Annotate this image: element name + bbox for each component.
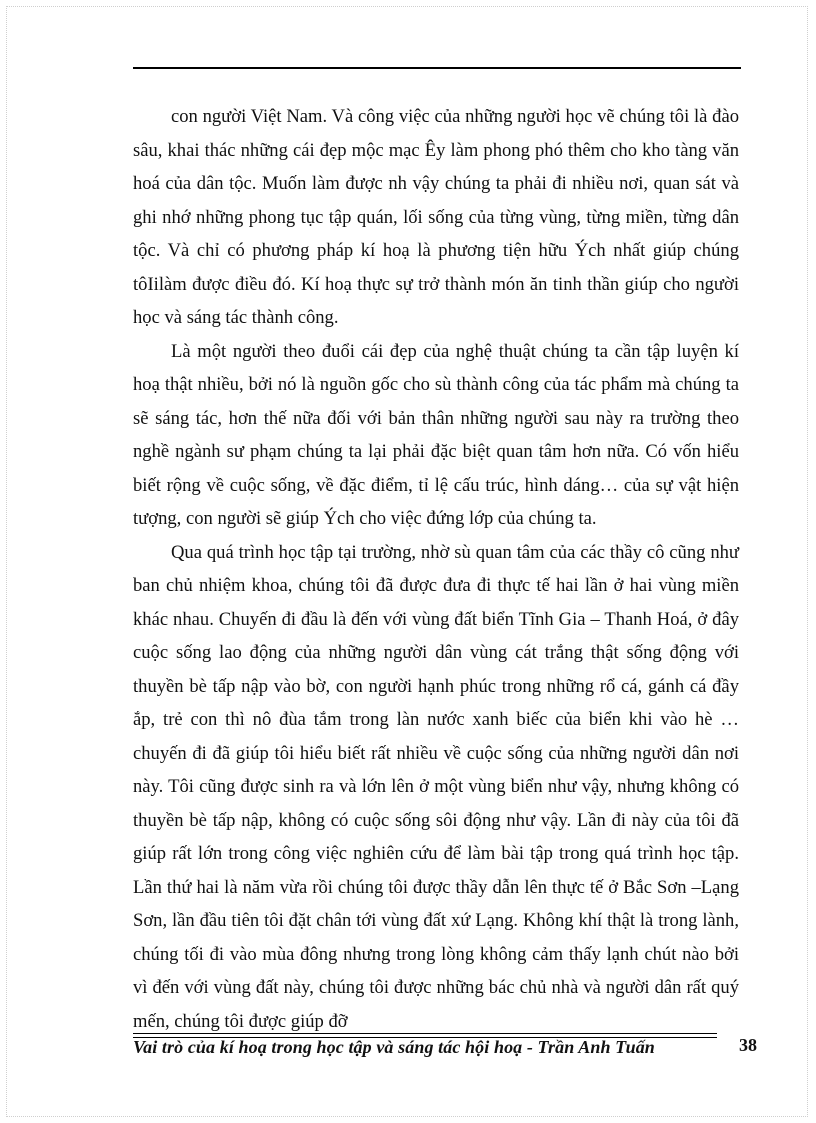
header-rule bbox=[133, 67, 741, 69]
paragraph-3: Qua quá trình học tập tại trường, nhờ sù quan tâm của các thầy cô cũng như ban chủ nhiệm khoa, chúng tôi đã được đưa đi thực tế hai lần ở hai vùng miền khác nhau. Chuyến đi đầu là đến với vùng đất biển Tĩnh Gia – Thanh Hoá, ở đây cuộc sống lao động của những người dân vùng cát trắng thật sống động với thuyền bè tấp nập vào bờ, con người hạnh phúc trong những rổ cá, gánh cá đầy ắp, trẻ con thì nô đùa tắm trong làn nước xanh biếc của biển khi vào hè … chuyến đi đã giúp tôi hiểu biết rất nhiều về cuộc sống của những người dân nơi này. Tôi cũng được sinh ra và lớn lên ở một vùng biển như vậy, nhưng không có thuyền bè tấp nập, không có cuộc sống sôi động như vậy. Lần đi này của tôi đã giúp rất lớn trong công việc nghiên cứu để làm bài tập trong quá trình học tập. Lần thứ hai là năm vừa rồi chúng tôi được thầy dẫn lên thực tế ở Bắc Sơn –Lạng Sơn, lần đầu tiên tôi đặt chân tới vùng đất xứ Lạng. Không khí thật là trong lành, chúng tối đi vào mùa đông nhưng trong lòng không cảm thấy lạnh chút nào bởi vì đến với vùng đất này, chúng tôi được những bác chủ nhà và người dân rất quý mến, chúng tôi được giúp đỡ bbox=[133, 541, 739, 1032]
paragraph-1: con người Việt Nam. Và công việc của những người học vẽ chúng tôi là đào sâu, khai thác những cái đẹp mộc mạc Êy làm phong phó thêm cho kho tàng văn hoá của dân tộc. Muốn làm được nh vậy chúng ta phải đi nhiều nơi, quan sát và ghi nhớ những phong tục tập quán, lối sống của từng vùng, từng miền, từng dân tộc. Và chỉ có phương pháp kí hoạ là phương tiện hữu Ých nhất giúp chúng tôIilàm được điều đó. Kí hoạ thực sự trở thành món ăn tinh thần giúp cho người học và sáng tác thành công. bbox=[133, 106, 739, 328]
page-number: 38 bbox=[739, 1035, 757, 1055]
document-body bbox=[133, 100, 739, 1038]
paragraph-2: Là một người theo đuổi cái đẹp của nghệ thuật chúng ta cần tập luyện kí hoạ thật nhiều, bởi nó là nguồn gốc cho sù thành công của tác phẩm mà chúng ta sẽ sáng tác, hơn thế nữa đối với bản thân những người sau này ra trường theo nghề ngành sư phạm chúng ta lại phải đặc biệt quan tâm hơn nữa. Có vốn hiểu biết rộng về cuộc sống, về đặc điểm, tỉ lệ cấu trúc, hình dáng… của sự vật hiện tượng, con người sẽ giúp Ých cho việc đứng lớp của chúng ta. bbox=[133, 340, 739, 529]
footer-title: Vai trò của kí hoạ trong học tập và sáng tác hội hoạ - Trần Anh Tuấn bbox=[133, 1037, 655, 1057]
